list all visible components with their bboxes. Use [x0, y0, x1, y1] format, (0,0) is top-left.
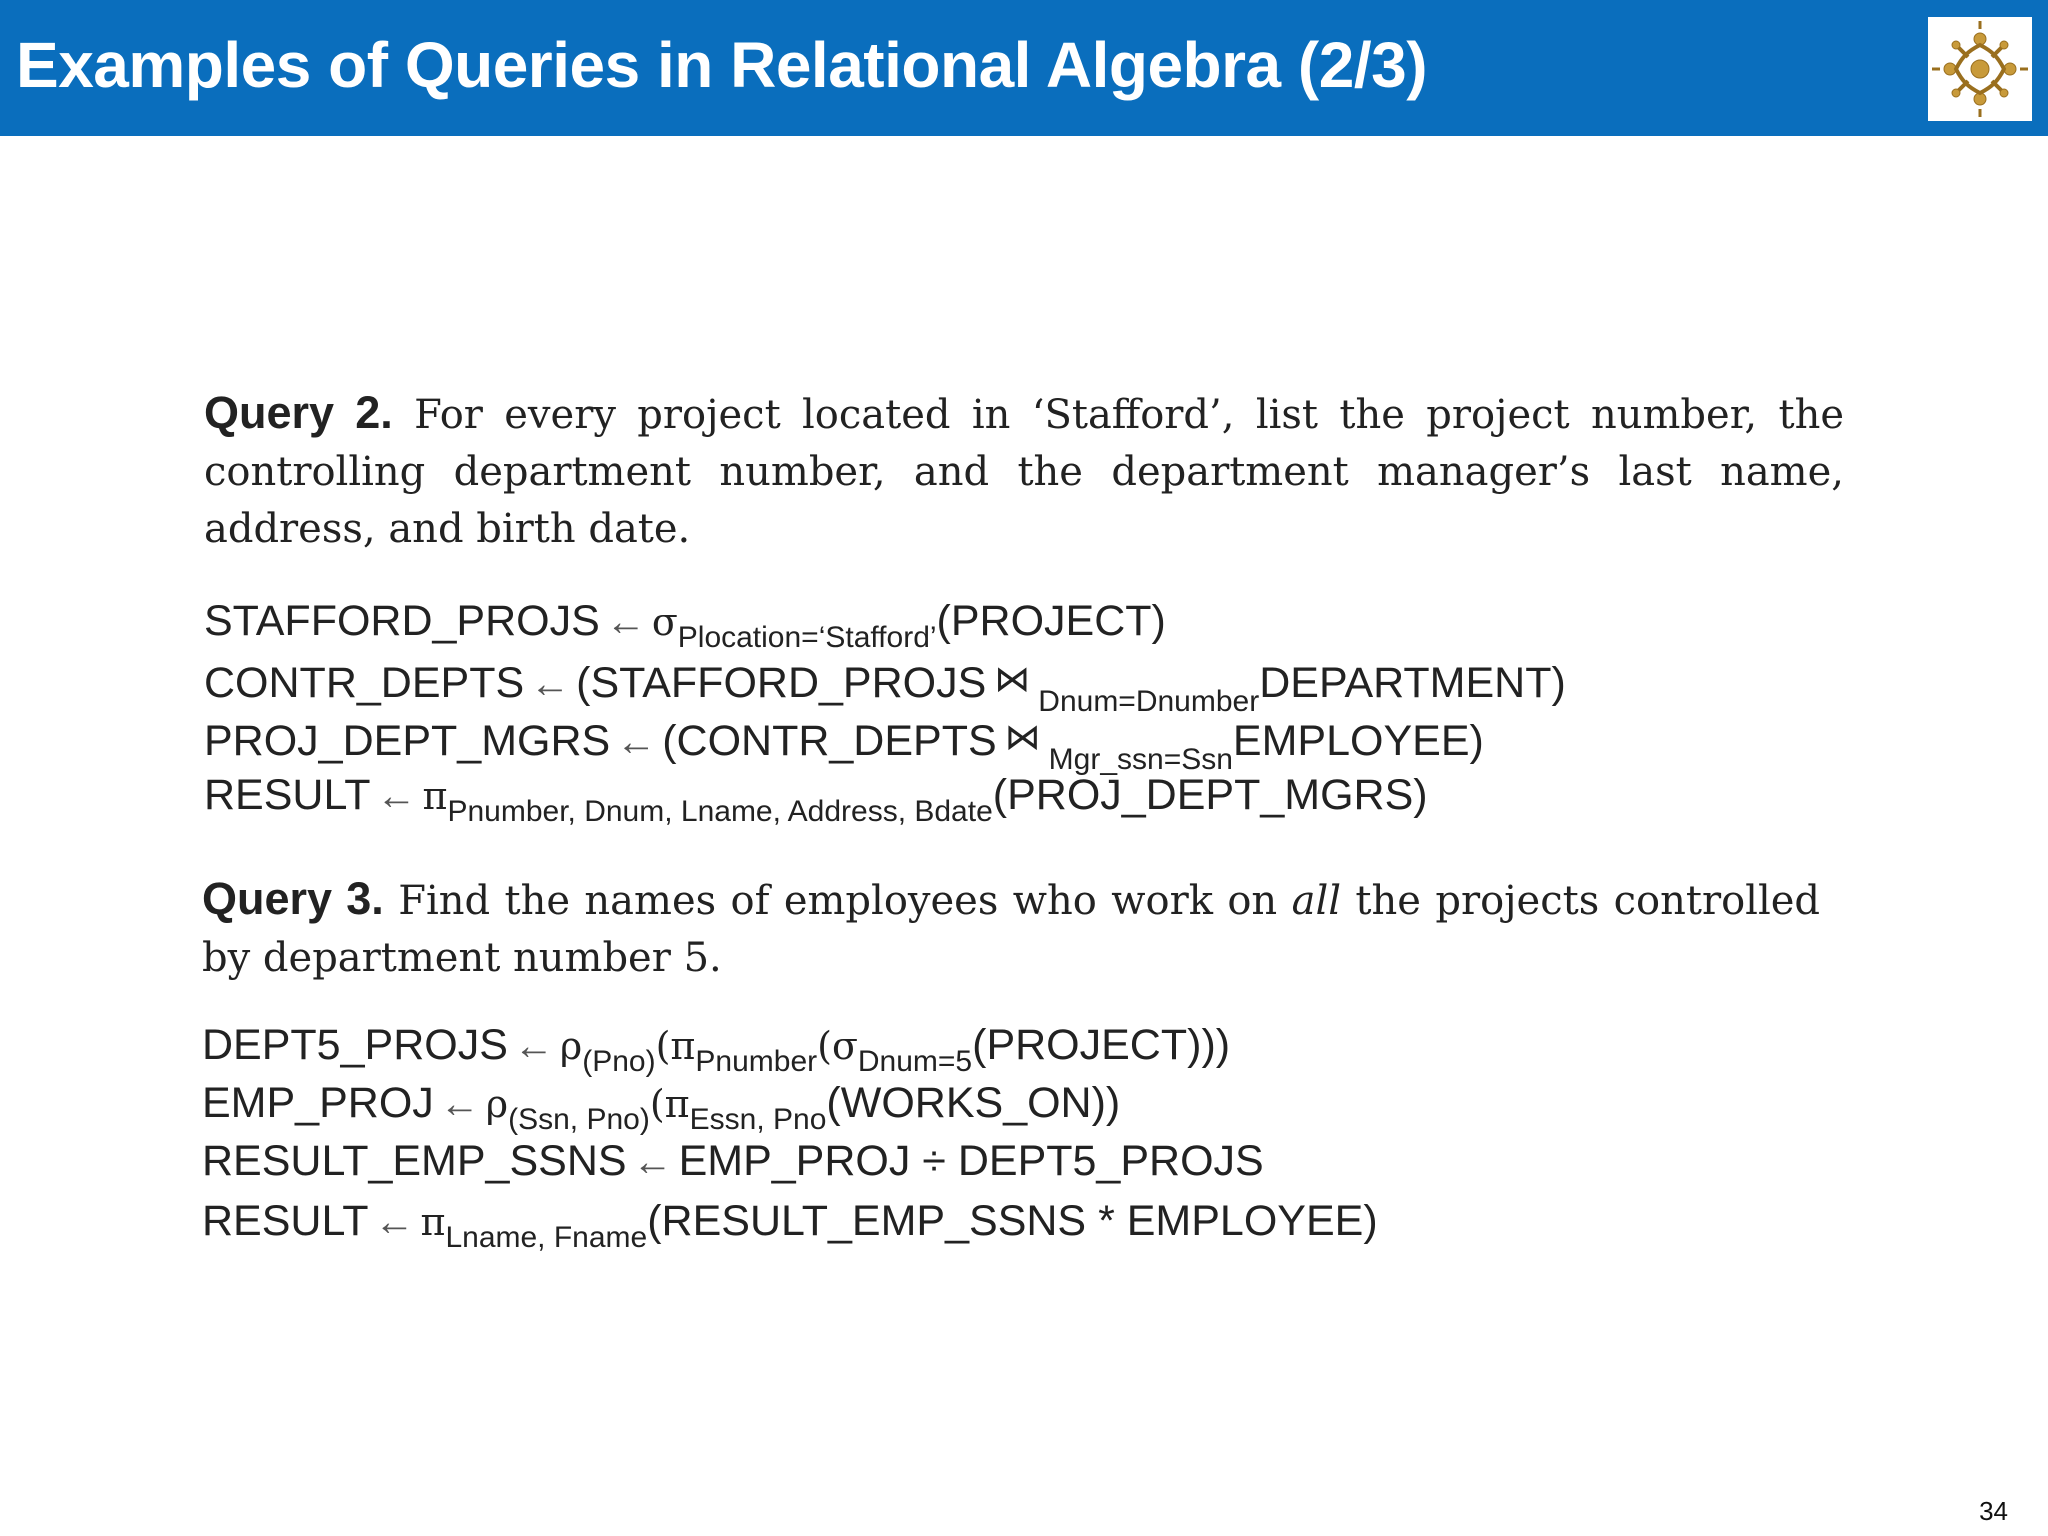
join-condition: Dnum=Dnumber — [1038, 685, 1260, 718]
query3-expr-1 — [202, 1020, 1231, 1078]
rename-attributes: (Ssn, Pno) — [508, 1103, 650, 1136]
expr-lhs: DEPT5_PROJS — [202, 1021, 508, 1069]
select-operator: σ — [651, 600, 678, 644]
expr-lhs: RESULT_EMP_SSNS — [202, 1137, 627, 1185]
query2-line1-text: For every project located in ‘Stafford’, list the project number, the — [414, 392, 1845, 438]
join-right-operand: EMPLOYEE) — [1232, 717, 1484, 765]
assign-arrow: ← — [439, 1082, 480, 1126]
query2-line2: controlling department number, and the department manager’s last name, — [204, 449, 1844, 495]
project-attributes: Lname, Fname — [445, 1221, 648, 1254]
expr-lhs: EMP_PROJ — [202, 1079, 434, 1127]
rename-operator: ρ — [559, 1024, 583, 1068]
assign-arrow: ← — [376, 774, 417, 818]
query2-label: Query 2. — [204, 387, 393, 438]
query2-line3: address, and birth date. — [204, 506, 691, 552]
query2-expr-1 — [204, 596, 1166, 654]
query3-line1-text-a: Find the names of employees who work on — [398, 878, 1292, 924]
assign-arrow: ← — [616, 720, 657, 764]
query2-statement — [204, 384, 1844, 558]
page-number: 34 — [1979, 1496, 2008, 1526]
join-left-operand: (STAFFORD_PROJS — [576, 659, 987, 707]
project-operator: π — [420, 1200, 446, 1244]
slide-title: Examples of Queries in Relational Algebra (2/3) — [16, 29, 1427, 101]
expr-lhs: STAFFORD_PROJS — [204, 597, 600, 645]
query3-statement — [202, 870, 1820, 987]
project-operator: π — [422, 774, 448, 818]
join-right-operand: DEPARTMENT) — [1259, 659, 1566, 707]
join-operator: ⋈ — [994, 658, 1031, 699]
query3-line1-emphasis: all — [1291, 878, 1342, 924]
select-condition: Dnum=5 — [857, 1045, 973, 1078]
expr-lhs: PROJ_DEPT_MGRS — [204, 717, 611, 765]
assign-arrow: ← — [374, 1200, 415, 1244]
expr-operand: (PROJECT))) — [972, 1021, 1231, 1069]
golden-ornament-logo-icon — [1928, 17, 2032, 121]
expr-lhs: RESULT — [204, 771, 371, 819]
select-operator: (σ — [817, 1024, 858, 1068]
assign-arrow: ← — [513, 1024, 554, 1068]
expr-operand: (WORKS_ON)) — [826, 1079, 1121, 1127]
query2-expr-4 — [204, 770, 1428, 828]
title-bar — [0, 0, 2048, 136]
query3-expr-2 — [202, 1078, 1121, 1136]
project-operator: (π — [649, 1082, 690, 1126]
query3-label: Query 3. — [202, 873, 384, 924]
assign-arrow: ← — [605, 600, 646, 644]
query2-expr-2 — [204, 654, 1566, 718]
query3-line1 — [202, 870, 1820, 930]
project-attributes: Pnumber, Dnum, Lname, Address, Bdate — [447, 795, 993, 828]
join-left-operand: (CONTR_DEPTS — [662, 717, 997, 765]
expr-lhs: CONTR_DEPTS — [204, 659, 525, 707]
logo-graphic — [1928, 17, 2032, 121]
join-operator: ⋈ — [1004, 716, 1041, 757]
query3-line1-text-b: the projects controlled — [1341, 878, 1821, 924]
query3-line2: by department number 5. — [202, 935, 722, 981]
query2-expr-3 — [204, 712, 1484, 776]
query3-expr-3 — [202, 1136, 1264, 1187]
query2-line1 — [204, 384, 1844, 444]
expr-operand: (PROJECT) — [936, 597, 1166, 645]
division-expression: EMP_PROJ ÷ DEPT5_PROJS — [678, 1137, 1264, 1185]
query3-expr-4 — [202, 1196, 1378, 1254]
expr-lhs: RESULT — [202, 1197, 369, 1245]
assign-arrow: ← — [632, 1140, 673, 1184]
expr-operand: (RESULT_EMP_SSNS * EMPLOYEE) — [647, 1197, 1378, 1245]
rename-operator: ρ — [485, 1082, 509, 1126]
project-attributes: Pnumber — [695, 1045, 818, 1078]
project-operator: (π — [655, 1024, 696, 1068]
select-condition: Plocation=‘Stafford’ — [677, 621, 937, 654]
project-attributes: Essn, Pno — [689, 1103, 827, 1136]
expr-operand: (PROJ_DEPT_MGRS) — [992, 771, 1428, 819]
assign-arrow: ← — [530, 662, 571, 706]
join-condition: Mgr_ssn=Ssn — [1048, 743, 1233, 776]
rename-attributes: (Pno) — [582, 1045, 656, 1078]
